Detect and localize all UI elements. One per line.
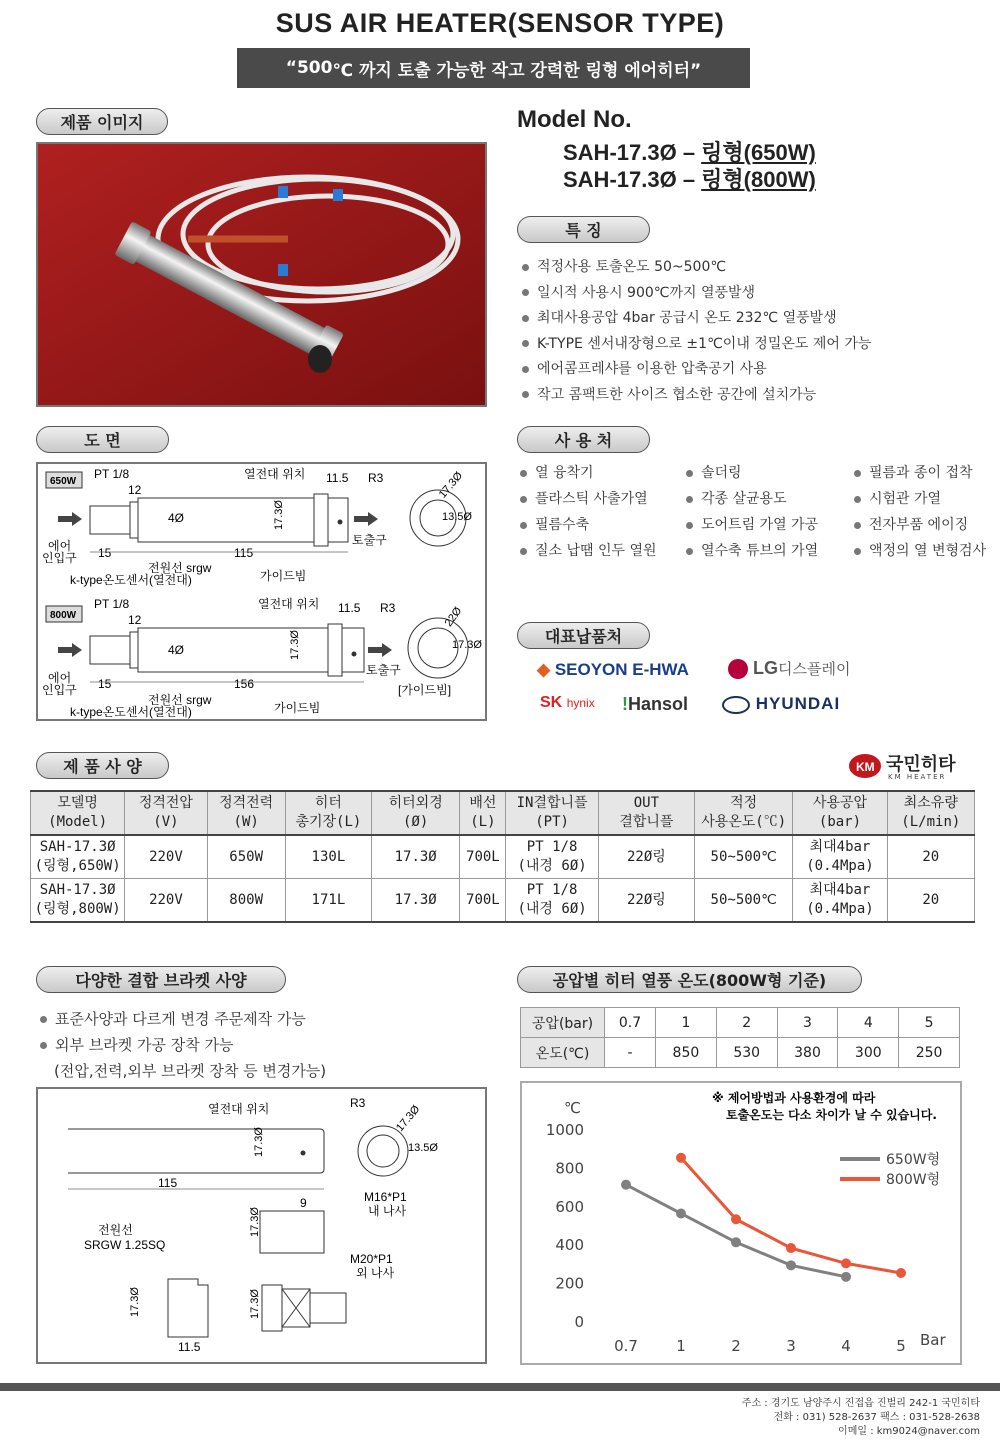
dim-15: 15 bbox=[98, 677, 112, 691]
data-point bbox=[786, 1243, 796, 1253]
sensor-label: k-type온도센서(열전대) bbox=[70, 705, 192, 719]
b-len: 115 bbox=[158, 1176, 178, 1190]
series-line-1 bbox=[681, 1158, 901, 1273]
y-tick-label: 800 bbox=[555, 1159, 584, 1178]
km-logo-text: KM bbox=[856, 760, 875, 774]
features-list bbox=[522, 255, 871, 408]
dim-4: 4Ø bbox=[168, 643, 185, 657]
product-photo bbox=[38, 144, 485, 405]
technical-drawing bbox=[38, 464, 485, 719]
feature-item: 에어콤프레샤를 이용한 압축공기 사용 bbox=[522, 357, 871, 383]
ring-inner: 13.5Ø bbox=[442, 511, 472, 523]
x-tick-label: 4 bbox=[841, 1337, 851, 1355]
y-tick-label: 400 bbox=[555, 1236, 584, 1255]
chart-note-2: 토출온도는 다소 차이가 날 수 있습니다. bbox=[726, 1108, 937, 1122]
footer-phone: 전화 : 031) 528-2637 팩스 : 031-528-2638 bbox=[773, 1412, 980, 1423]
legend-label: 800W형 bbox=[886, 1172, 941, 1188]
bracket-note: (전압,전력,외부 브라켓 장착 등 변경가능) bbox=[54, 1062, 327, 1080]
r3-label: R3 bbox=[368, 471, 384, 485]
air-row-pressure: 공압(bar) 0.7 1 2 3 4 5 bbox=[521, 1008, 960, 1038]
dim-4: 4Ø bbox=[168, 511, 185, 525]
heat-label: 열전대 위치 bbox=[244, 467, 306, 481]
b-dia-3: 17.3Ø bbox=[249, 1289, 261, 1319]
model-label: Model No. bbox=[517, 106, 632, 133]
section-features-label: 특 징 bbox=[517, 216, 650, 243]
km-logo-icon bbox=[848, 752, 882, 780]
b-m20-a: M20*P1 bbox=[350, 1252, 393, 1266]
dim-12: 12 bbox=[128, 483, 142, 497]
ring-outer: 22Ø bbox=[442, 605, 465, 629]
b-m16-b: 내 나사 bbox=[368, 1204, 407, 1218]
len-label: 156 bbox=[234, 677, 255, 691]
usage-item: 전자부품 에이징 bbox=[854, 514, 990, 534]
chart-frame bbox=[520, 1081, 962, 1365]
usage-item: 플라스틱 사출가열 bbox=[520, 488, 686, 508]
dim-11-5: 11.5 bbox=[326, 471, 349, 485]
pt-label: PT 1/8 bbox=[94, 597, 130, 611]
bracket-drawing bbox=[38, 1089, 485, 1362]
b-r3: R3 bbox=[350, 1096, 366, 1110]
legend-label: 650W형 bbox=[886, 1152, 941, 1168]
feature-item: 일시적 사용시 900℃까지 열풍발생 bbox=[522, 281, 871, 307]
y-tick-label: 1000 bbox=[545, 1121, 584, 1139]
section-spec-label: 제 품 사 양 bbox=[36, 752, 169, 779]
usage-item: 열수축 튜브의 가열 bbox=[686, 540, 854, 560]
logo-lg: LG디스플레이 bbox=[728, 658, 850, 679]
b-m20-b: 외 나사 bbox=[356, 1266, 395, 1280]
product-image-frame bbox=[36, 142, 487, 407]
inlet-1: 에어 bbox=[48, 671, 72, 685]
data-point bbox=[896, 1268, 906, 1278]
ring-outer: 17.3Ø bbox=[436, 469, 466, 501]
usage-item: 필름수축 bbox=[520, 514, 686, 534]
air-row-temp: 온도(℃) - 850 530 380 300 250 bbox=[521, 1038, 960, 1068]
footer-info bbox=[742, 1397, 980, 1439]
len-label: 115 bbox=[234, 546, 254, 560]
model-650-type: 링형(650W) bbox=[701, 140, 816, 165]
logo-hansol: !Hansol bbox=[622, 694, 689, 714]
x-tick-label: 3 bbox=[786, 1337, 796, 1355]
dia-label: 17.3Ø bbox=[273, 500, 285, 530]
usage-item: 솔더링 bbox=[686, 462, 854, 482]
feature-item: 최대사용공압 4bar 공급시 온도 232℃ 열풍발생 bbox=[522, 306, 871, 332]
bracket-item: 표준사양과 다르게 변경 주문제작 가능 bbox=[40, 1006, 326, 1032]
guide-label: 가이드빔 bbox=[260, 569, 307, 583]
model-line-800w bbox=[563, 163, 816, 194]
inlet-2: 인입구 bbox=[42, 551, 77, 565]
x-tick-label: 0.7 bbox=[614, 1337, 638, 1355]
x-tick-label: 1 bbox=[676, 1337, 686, 1355]
drawing-800w bbox=[42, 596, 482, 719]
logo-hyundai: HYUNDAI bbox=[722, 694, 840, 714]
outlet-label: 토출구 bbox=[352, 533, 387, 547]
spec-header-row: 모델명 (Model) 정격전압 (V) 정격전력 (W) 히터 총기장(L) 히터외경 (Ø) 배선 (L) IN결합니플 (PT) OUT 결합니플 적정 사용온도(℃) 사용공압 (bar) 최소유량 (L/min) bbox=[31, 791, 975, 835]
sensor-label: k-type온도센서(열전대) bbox=[70, 573, 192, 587]
pt-label: PT 1/8 bbox=[94, 467, 130, 481]
data-point bbox=[841, 1258, 851, 1268]
chart-note-1: ※ 제어방법과 사용환경에 따라 bbox=[712, 1091, 876, 1105]
y-tick-label: 200 bbox=[555, 1274, 584, 1293]
b-ring-in: 13.5Ø bbox=[408, 1142, 438, 1154]
data-point bbox=[676, 1208, 686, 1218]
tag-800w: 800W bbox=[50, 610, 77, 621]
feature-item: 작고 콤팩트한 사이즈 협소한 공간에 설치가능 bbox=[522, 383, 871, 409]
bracket-list bbox=[40, 1006, 326, 1084]
wire-label: 전원선 srgw bbox=[148, 561, 212, 575]
y-tick-label: 600 bbox=[555, 1197, 584, 1216]
usage-item: 시험관 가열 bbox=[854, 488, 990, 508]
data-point bbox=[676, 1153, 686, 1163]
b-dia-4: 17.3Ø bbox=[129, 1287, 141, 1317]
data-point bbox=[786, 1260, 796, 1270]
b-heat-label: 열전대 위치 bbox=[208, 1102, 270, 1116]
section-image-label: 제품 이미지 bbox=[36, 108, 168, 135]
b-d9: 9 bbox=[300, 1196, 307, 1210]
usage-item: 열 융착기 bbox=[520, 462, 686, 482]
section-bracket-label: 다양한 결합 브라켓 사양 bbox=[36, 966, 286, 993]
tag-650w: 650W bbox=[50, 476, 77, 487]
temperature-chart bbox=[522, 1083, 960, 1363]
data-point bbox=[621, 1180, 631, 1190]
footer-address: 주소 : 경기도 남양주시 진접읍 진벌리 242-1 국민히타 bbox=[741, 1398, 980, 1409]
subtitle-banner bbox=[237, 48, 750, 88]
drawing-650w bbox=[42, 466, 472, 587]
section-usage-label: 사 용 처 bbox=[517, 426, 650, 453]
model-800-type: 링형(800W) bbox=[701, 167, 816, 192]
usage-item: 각종 살균용도 bbox=[686, 488, 854, 508]
r3-label: R3 bbox=[380, 601, 396, 615]
wire-label: 전원선 srgw bbox=[148, 693, 212, 707]
inlet-2: 인입구 bbox=[42, 683, 77, 697]
b-wire-b: SRGW 1.25SQ bbox=[84, 1238, 166, 1252]
series-line-0 bbox=[626, 1185, 846, 1277]
inlet-1: 에어 bbox=[48, 539, 72, 553]
usage-item: 도어트림 가열 가공 bbox=[686, 514, 854, 534]
brand-name: 국민히타 bbox=[886, 754, 956, 774]
x-tick-label: 5 bbox=[896, 1337, 906, 1355]
subtitle-temp: 500 bbox=[296, 58, 333, 78]
usage-item: 질소 납땜 인두 열원 bbox=[520, 540, 686, 560]
model-650-prefix: SAH-17.3Ø – bbox=[563, 140, 702, 165]
brand-sub: KM HEATER bbox=[888, 773, 947, 781]
usage-item: 액정의 열 변형검사 bbox=[854, 540, 990, 560]
dim-11-5: 11.5 bbox=[338, 601, 361, 615]
dim-15: 15 bbox=[98, 546, 112, 560]
data-point bbox=[731, 1214, 741, 1224]
section-airtemp-label: 공압별 히터 열풍 온도(800W형 기준) bbox=[517, 966, 862, 993]
air-temp-table bbox=[520, 1007, 960, 1068]
subtitle-text: ℃ 까지 토출 가능한 작고 강력한 링형 에어히터” bbox=[332, 60, 702, 81]
logo-sk: SK hynix bbox=[540, 694, 595, 711]
feature-item: K-TYPE 센서내장형으로 ±1℃이내 정밀온도 제어 가능 bbox=[522, 332, 871, 358]
outlet-label: 토출구 bbox=[366, 663, 401, 677]
y-tick-label: 0 bbox=[574, 1313, 584, 1331]
subtitle-quote: “ bbox=[285, 58, 297, 78]
b-ring-out: 17.3Ø bbox=[393, 1103, 423, 1134]
dia-label: 17.3Ø bbox=[289, 630, 301, 660]
usage-item: 필름과 종이 접착 bbox=[854, 462, 990, 482]
usage-grid bbox=[520, 462, 990, 560]
data-point bbox=[731, 1237, 741, 1247]
guide-label: 가이드빔 bbox=[274, 701, 321, 715]
b-d115: 11.5 bbox=[178, 1340, 201, 1354]
footer-email: 이메일 : km9024@naver.com bbox=[838, 1426, 980, 1437]
chart-ylabel: ℃ bbox=[564, 1099, 581, 1117]
feature-item: 적정사용 토출온도 50~500℃ bbox=[522, 255, 871, 281]
b-wire-a: 전원선 bbox=[98, 1223, 133, 1237]
spec-row-650w: SAH-17.3Ø (링형,650W) 220V 650W 130L 17.3Ø 700L PT 1/8 (내경 6Ø) 22Ø링 50~500℃ 최대4bar (0.4Mpa) 20 bbox=[31, 835, 975, 879]
brand-logo bbox=[848, 752, 882, 784]
b-dia-2: 17.3Ø bbox=[249, 1207, 261, 1237]
section-clients-label: 대표납품처 bbox=[517, 622, 650, 649]
heat-label: 열전대 위치 bbox=[258, 597, 320, 611]
footer-bar bbox=[0, 1383, 1000, 1391]
b-m16-a: M16*P1 bbox=[364, 1190, 407, 1204]
bracket-drawing-frame bbox=[36, 1087, 487, 1364]
logo-seoyon: ◆ SEOYON E-HWA bbox=[537, 660, 689, 679]
data-point bbox=[841, 1272, 851, 1282]
spec-row-800w: SAH-17.3Ø (링형,800W) 220V 800W 171L 17.3Ø 700L PT 1/8 (내경 6Ø) 22Ø링 50~500℃ 최대4bar (0.4Mpa) 20 bbox=[31, 879, 975, 923]
section-drawing-label: 도 면 bbox=[36, 426, 169, 453]
spec-table bbox=[30, 790, 975, 923]
chart-xlabel: Bar bbox=[920, 1331, 946, 1349]
dim-12: 12 bbox=[128, 613, 142, 627]
ring-label: [가이드빔] bbox=[398, 683, 452, 697]
bracket-item: 외부 브라켓 가공 장착 가능 bbox=[40, 1032, 326, 1058]
ring-inner: 17.3Ø bbox=[452, 639, 482, 651]
page-title: SUS AIR HEATER(SENSOR TYPE) bbox=[275, 8, 725, 38]
x-tick-label: 2 bbox=[731, 1337, 741, 1355]
drawing-frame bbox=[36, 462, 487, 721]
model-800-prefix: SAH-17.3Ø – bbox=[563, 167, 702, 192]
b-dia: 17.3Ø bbox=[253, 1127, 265, 1157]
